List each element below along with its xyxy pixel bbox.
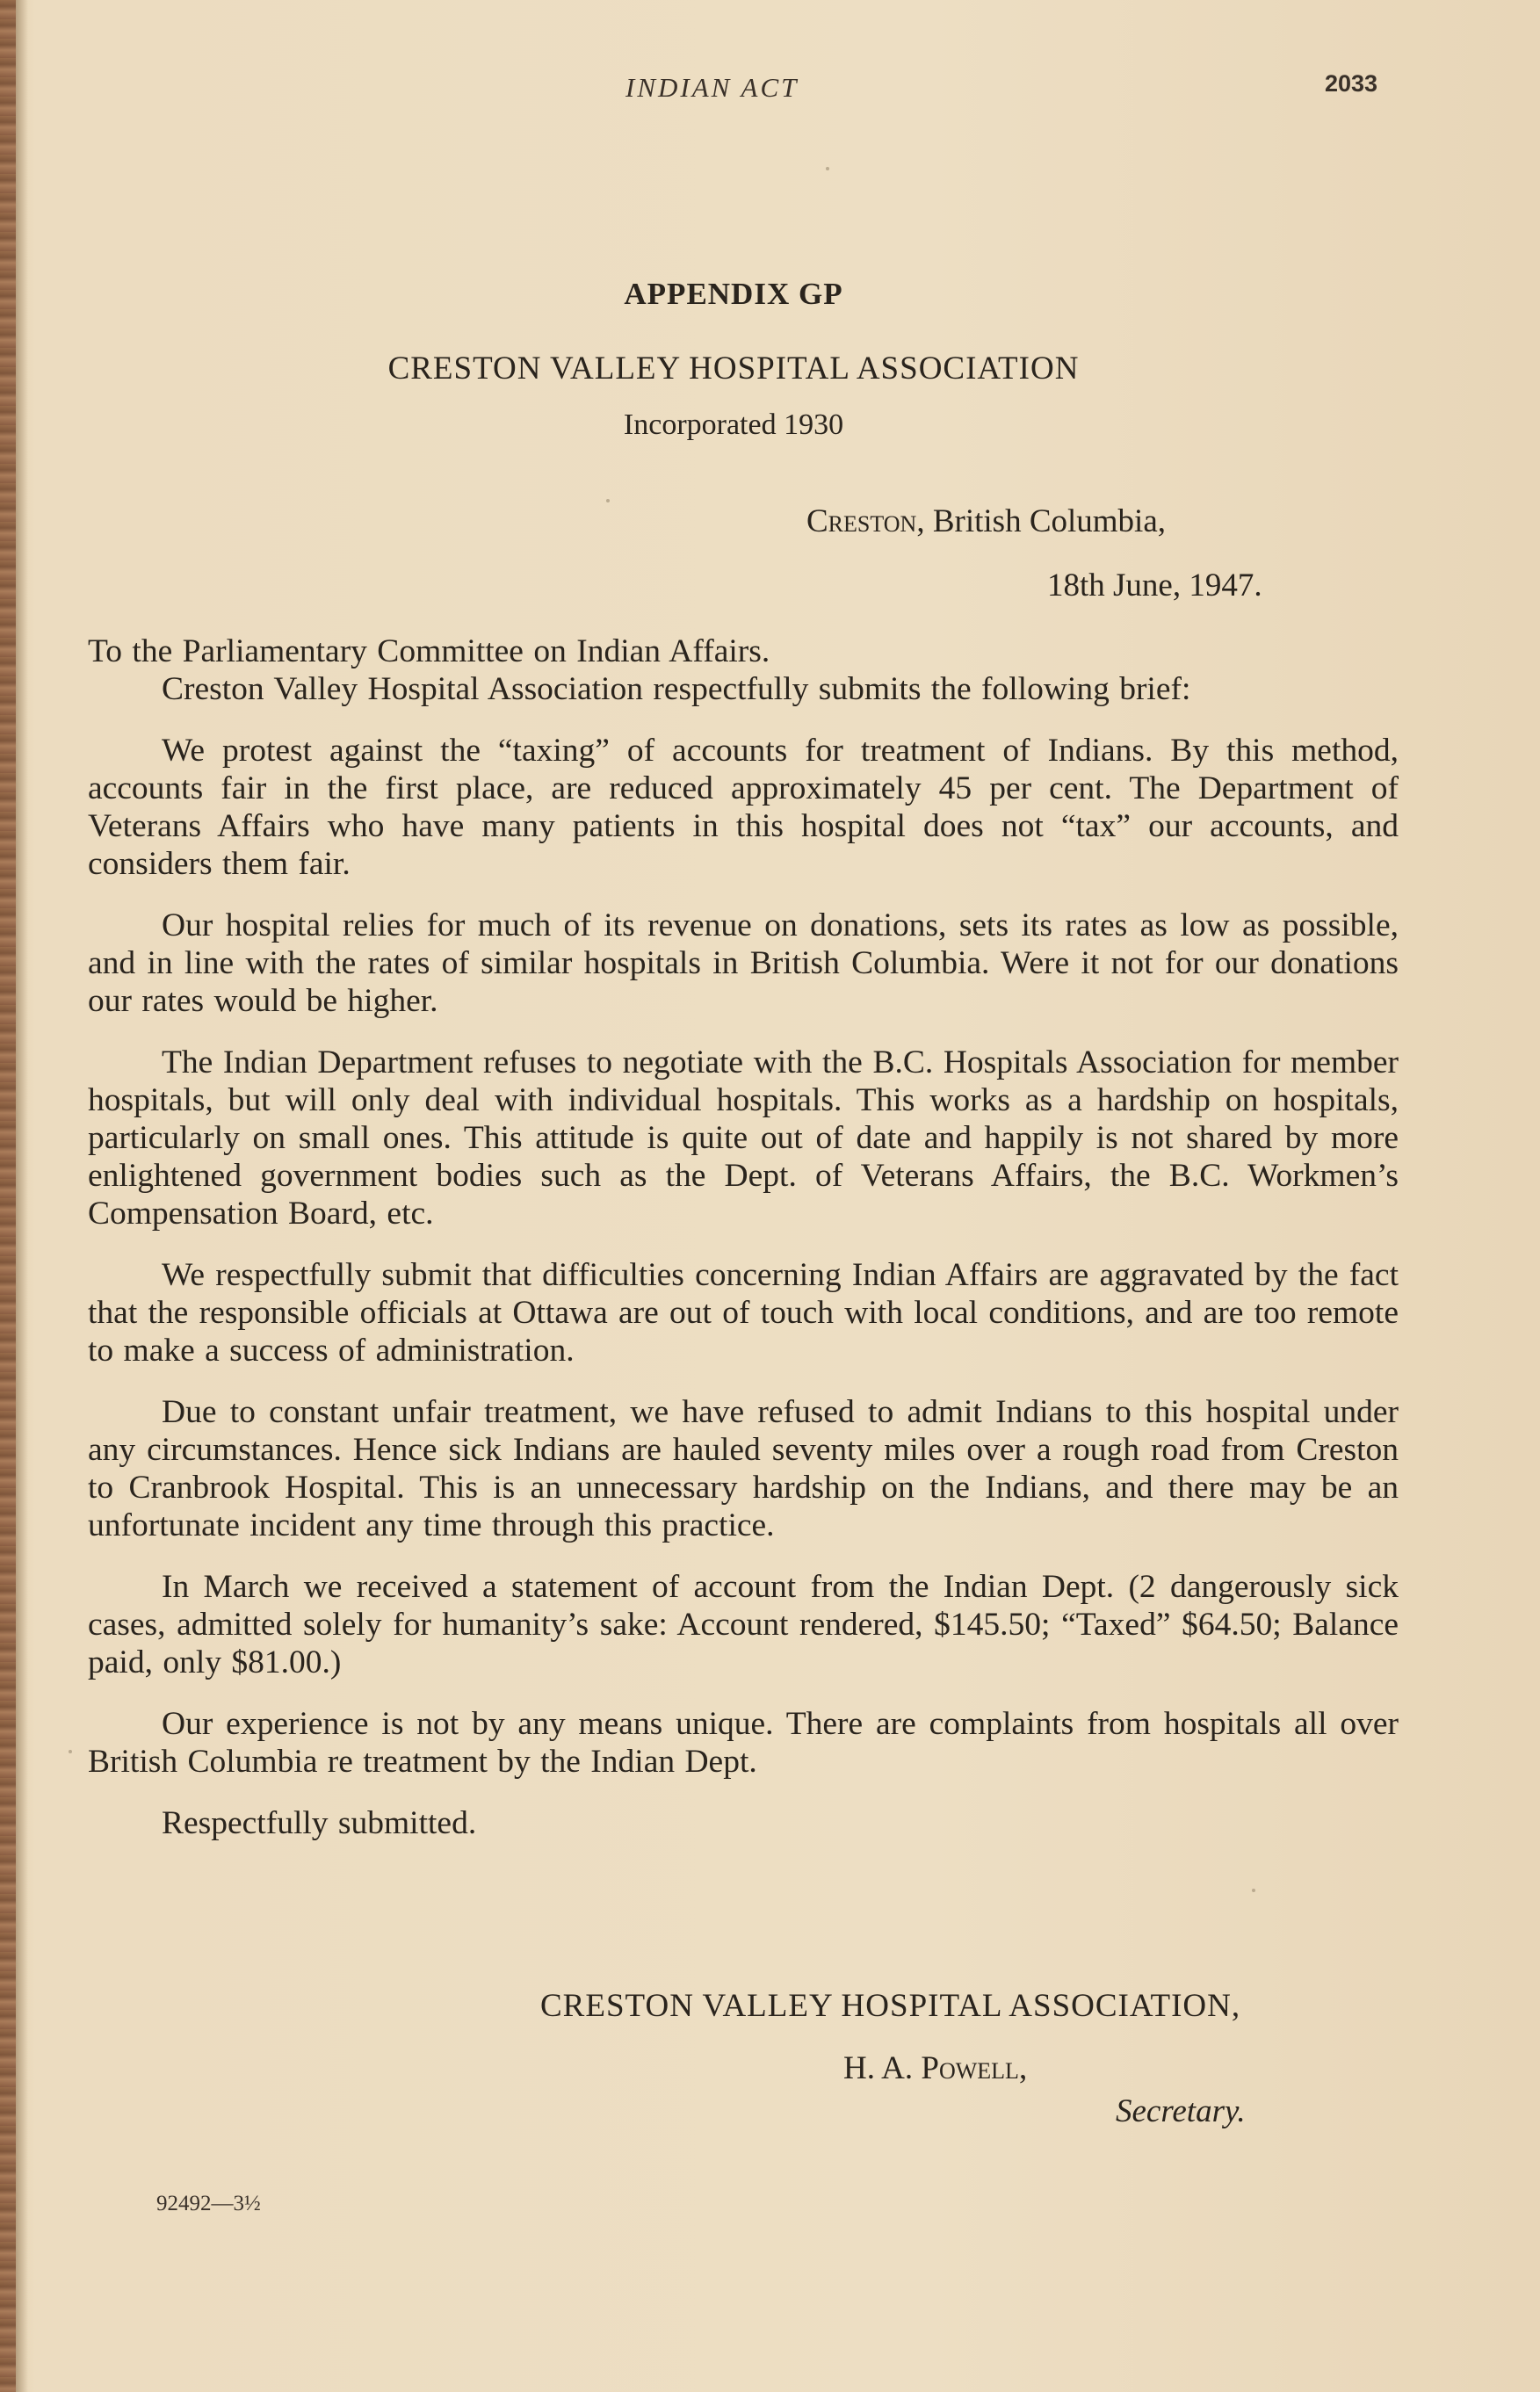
paper-speck xyxy=(606,499,610,502)
letter-place xyxy=(806,502,1166,540)
running-head: INDIAN ACT xyxy=(625,72,799,103)
place-city: Creston xyxy=(806,503,917,539)
appendix-title: APPENDIX GP xyxy=(624,277,843,311)
organization-heading: CRESTON VALLEY HOSPITAL ASSOCIATION xyxy=(387,350,1080,387)
paragraph-taxing-protest: We protest against the “taxing” of accounts for treatment of Indians. By this method, accounts fair in the first place, are reduced approximately 45 per cent. The Department of Veterans Affairs who have many patients in this hospital does not “tax” our accounts, and considers them fair. xyxy=(88,733,1399,882)
signature-organization: CRESTON VALLEY HOSPITAL ASSOCIATION, xyxy=(540,1988,1241,2024)
signature-title: Secretary. xyxy=(1116,2093,1246,2129)
letter-body xyxy=(88,632,1399,1842)
paragraph-negotiation: The Indian Department refuses to negotiate with the B.C. Hospitals Association for member hospitals, but will only deal with individual hospitals. This works as a hardship on hospitals, particularly on small ones. This attitude is quite out of date and happily is not shared by more enlightened government bodies such as the Dept. of Veterans Affairs, the B.C. Workmen’s Compensation Board, etc. xyxy=(88,1044,1399,1232)
paragraph-complaints: Our experience is not by any means unique. There are complaints from hospitals all over British Columbia re treatment by the Indian Dept. xyxy=(88,1706,1399,1780)
footer-printer-code: 92492—3½ xyxy=(156,2192,261,2215)
paper-speck xyxy=(1252,1889,1255,1892)
paragraph-refusal: Due to constant unfair treatment, we have refused to admit Indians to this hospital under any circumstances. Hence sick Indians are hauled seventy miles over a rough road from Creston to Cranbrook Hospital. This is an unnecessary hardship on the Indians, and there may be an unfortunate incident any time through this practice. xyxy=(88,1394,1399,1543)
paragraph-brief-intro: Creston Valley Hospital Association respectfully submits the following brief: xyxy=(162,671,1191,707)
salutation: To the Parliamentary Committee on Indian Affairs. xyxy=(88,633,770,669)
paper-speck xyxy=(69,1750,72,1753)
place-rest: , British Columbia, xyxy=(916,503,1167,539)
paragraph-march-statement: In March we received a statement of account from the Indian Dept. (2 dangerously sick cases, admitted solely for humanity’s sake: Account rendered, $145.50; “Taxed” $64.50; Balance paid, only $81.00.) xyxy=(88,1569,1399,1680)
page-number: 2033 xyxy=(1325,70,1378,97)
paragraph-ottawa: We respectfully submit that difficulties concerning Indian Affairs are aggravated by the fact that the responsible officials at Ottawa are out of touch with local conditions, and are too remote to make a success of administration. xyxy=(88,1257,1399,1369)
letter-date: 18th June, 1947. xyxy=(1047,567,1262,603)
paragraph-revenue: Our hospital relies for much of its revenue on donations, sets its rates as low as possible, and in line with the rates of similar hospitals in British Columbia. Were it not for our donations our rates would be higher. xyxy=(88,907,1399,1019)
incorporated-line: Incorporated 1930 xyxy=(623,408,844,441)
signature-name: H. A. Powell, xyxy=(843,2050,1028,2086)
closing-line: Respectfully submitted. xyxy=(162,1805,477,1841)
paper-speck xyxy=(826,167,829,170)
